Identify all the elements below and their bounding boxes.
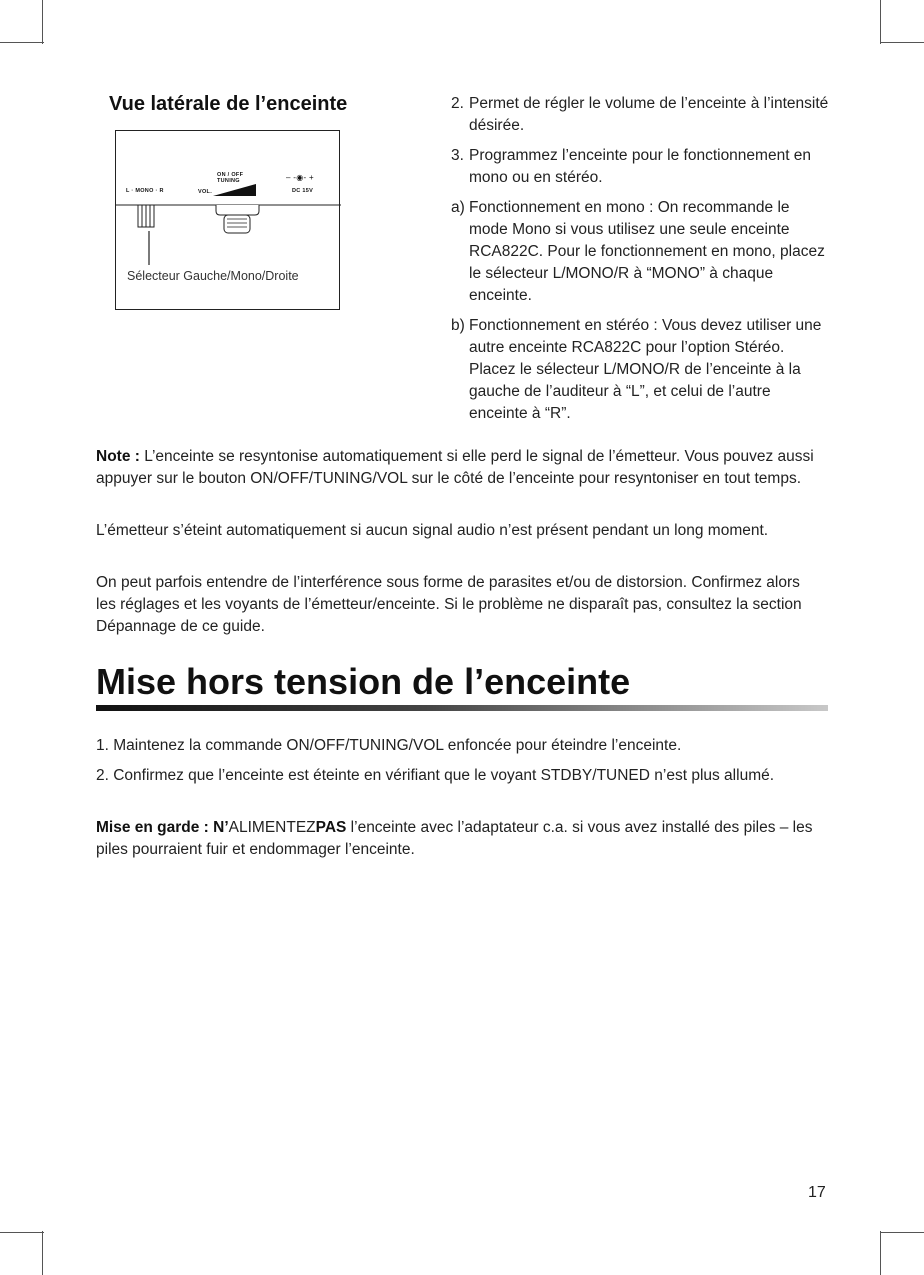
list-item xyxy=(451,145,831,189)
tuning-label: TUNING xyxy=(217,178,240,184)
step-1: 1. Maintenez la commande ON/OFF/TUNING/VOL enfoncée pour éteindre l’enceinte. xyxy=(96,737,682,754)
list-item xyxy=(451,315,831,425)
list-marker: 2. xyxy=(451,95,464,112)
crop-mark xyxy=(0,42,44,43)
note-text: L’enceinte se resyntonise automatiquement si elle perd le signal de l’émetteur. Vous pouvez aussi appuyer sur le bouton ON/OFF/TUNING/VOL sur le côté de l’enceinte pour resyntoniser en tout temps. xyxy=(96,448,814,487)
selector-caption: Sélecteur Gauche/Mono/Droite xyxy=(127,269,299,283)
crop-mark xyxy=(42,0,43,44)
diagram-drawing xyxy=(116,131,341,311)
warning-text: l’enceinte avec l’adaptateur c.a. si vous avez installé des piles – les piles pourraient fuir et endommager l’enceinte. xyxy=(96,819,813,858)
crop-mark xyxy=(42,1231,43,1275)
crop-mark xyxy=(0,1232,44,1233)
note-paragraph xyxy=(96,446,816,490)
mono-switch-icon xyxy=(138,205,154,227)
polarity-symbol: – -◉- + xyxy=(286,173,314,182)
volume-knob-icon xyxy=(216,205,259,233)
mono-switch-label: L · MONO · R xyxy=(126,188,164,194)
list-text: Permet de régler le volume de l’enceinte à l’intensité désirée. xyxy=(469,95,829,134)
speaker-side-diagram xyxy=(115,130,340,310)
warning-paragraph xyxy=(96,817,816,861)
dc-label: DC 15V xyxy=(292,188,314,194)
warning-pas: PAS xyxy=(315,819,347,836)
step-2: 2. Confirmez que l’enceinte est éteinte en vérifiant que le voyant STDBY/TUNED n’est plus allumé. xyxy=(96,767,775,784)
section-heading: Mise hors tension de l’enceinte xyxy=(96,661,631,702)
list-item xyxy=(451,197,831,307)
list-item xyxy=(451,93,831,137)
crop-mark xyxy=(880,1231,881,1275)
list-text: Fonctionnement en stéréo : Vous devez utiliser une autre enceinte RCA822C pour l’option Stéréo. Placez le sélecteur L/MONO/R de l’enceinte à la gauche de l’auditeur à “L”, et celui de l’autre enceinte à “R”. xyxy=(469,317,822,422)
list-marker: a) xyxy=(451,199,465,216)
list-marker: 3. xyxy=(451,147,464,164)
interference-paragraph: On peut parfois entendre de l’interférence sous forme de parasites et/ou de distorsion. Confirmez alors les réglages et les voyants de l’émetteur/enceinte. Si le problème ne disparaît pas, consultez la section Dépannage de ce guide. xyxy=(96,574,802,635)
emitter-paragraph: L’émetteur s’éteint automatiquement si aucun signal audio n’est présent pendant un long moment. xyxy=(96,522,769,539)
crop-mark xyxy=(880,42,924,43)
side-view-title: Vue latérale de l’enceinte xyxy=(109,93,348,115)
instructions-list xyxy=(451,93,831,433)
list-text: Fonctionnement en mono : On recommande le mode Mono si vous utilisez une seule enceinte RCA822C. Pour le fonctionnement en mono, placez le sélecteur L/MONO/R à “MONO” à chaque enceinte. xyxy=(469,199,825,304)
volume-wedge-icon xyxy=(213,184,256,196)
list-text: Programmez l’enceinte pour le fonctionnement en mono ou en stéréo. xyxy=(469,147,812,186)
heading-rule xyxy=(96,705,828,711)
crop-mark xyxy=(880,1232,924,1233)
crop-mark xyxy=(880,0,881,44)
note-label: Note : xyxy=(96,448,140,465)
list-marker: b) xyxy=(451,317,465,334)
page-number: 17 xyxy=(808,1184,826,1201)
vol-label: VOL. xyxy=(198,189,213,195)
on-off-label: ON / OFF xyxy=(217,172,244,178)
warning-label: Mise en garde : N’ xyxy=(96,819,229,836)
warning-alim: ALIMENTEZ xyxy=(228,819,316,836)
